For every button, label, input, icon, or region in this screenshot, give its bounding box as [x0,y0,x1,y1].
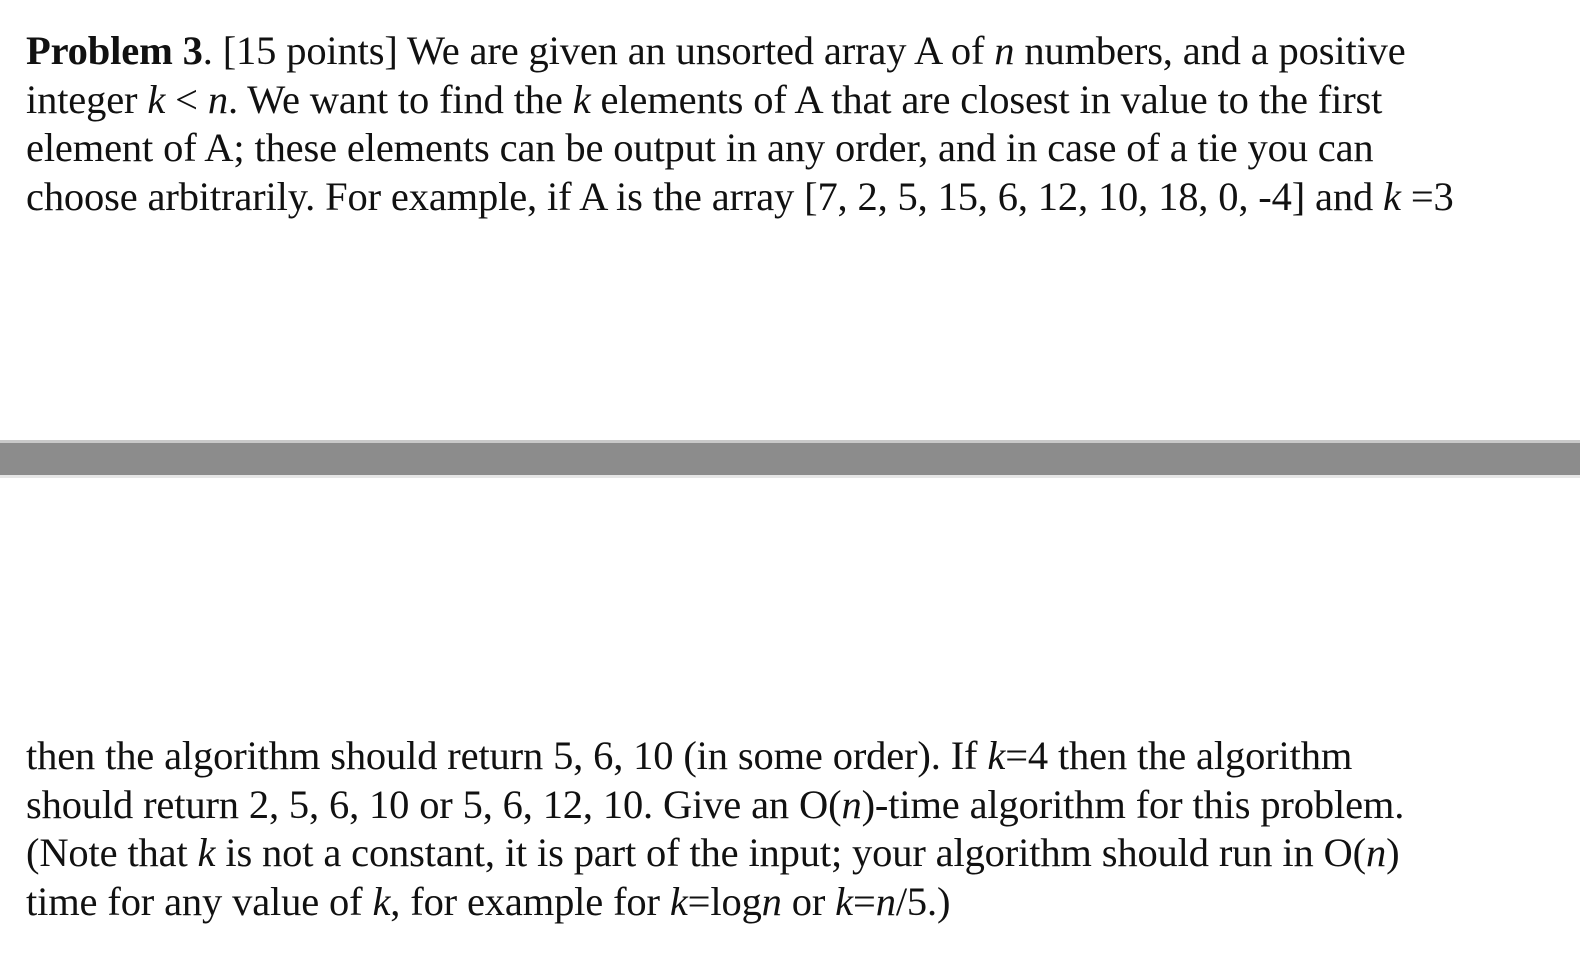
text-fragment: , for example for [390,878,670,924]
line-5 [26,732,1571,781]
problem-paragraph-2 [26,732,1571,926]
var-n: n [841,781,862,827]
text-fragment: ) [1386,830,1400,875]
heading-punct: . [202,28,223,73]
text-fragment: elements of A that are closest in value to the first [590,76,1383,122]
text-fragment: should return 2, 5, 6, 10 or 5, 6, 12, 10. Give an O( [26,781,842,827]
text-fragment: (Note that [26,830,198,875]
text-fragment: . We want to find the [227,76,573,122]
var-k: k [1383,173,1401,219]
text-fragment: is not a constant, it is part of the input; your algorithm should run in O( [215,830,1366,875]
var-k: k [669,878,688,924]
var-k: k [835,878,853,924]
var-k: k [147,76,166,122]
line-7 [26,829,1571,878]
problem-paragraph-1 [26,27,1571,221]
text-fragment: =log [687,878,762,924]
text-fragment: )-time algorithm for this problem. [861,781,1405,827]
line-1 [26,27,1571,76]
var-n: n [761,878,782,924]
text-fragment: or [781,878,836,924]
text-fragment: numbers, and a positive [1014,28,1406,73]
var-n: n [994,28,1015,73]
var-n: n [875,878,896,924]
line-3 [26,124,1571,173]
text-fragment: = [853,878,876,924]
problem-statement-bottom [0,478,1580,968]
text-fragment: =4 then the algorithm [1005,733,1353,778]
text-fragment: /5.) [895,878,951,924]
text-fragment: choose arbitrarily. For example, if A is the array [7, 2, 5, 15, 6, 12, 10, 18, 0, -4] and [26,173,1384,219]
line-8 [26,878,1571,927]
points-label: [15 points] [222,28,398,73]
page-separator [0,440,1580,478]
var-k: k [572,76,591,122]
problem-statement-top [0,0,1580,440]
var-k: k [372,878,391,924]
var-k: k [197,830,216,875]
text-fragment: time for any value of [26,878,373,924]
line-4 [26,173,1571,222]
text-fragment: then the algorithm should return 5, 6, 10 (in some order). If [26,733,988,778]
text-fragment: integer [26,76,148,122]
problem-heading: Problem 3 [26,28,203,73]
line-6 [26,781,1571,830]
text-fragment: =3 [1400,173,1454,219]
var-n: n [207,76,228,122]
line-2 [26,76,1571,125]
var-n: n [1365,830,1387,875]
text-fragment: We are given an unsorted array A of [397,28,995,73]
var-k: k [987,733,1006,778]
text-fragment: < [165,76,208,122]
text-fragment: element of A; these elements can be output in any order, and in case of a tie you can [26,125,1374,170]
separator-bar [0,443,1580,475]
